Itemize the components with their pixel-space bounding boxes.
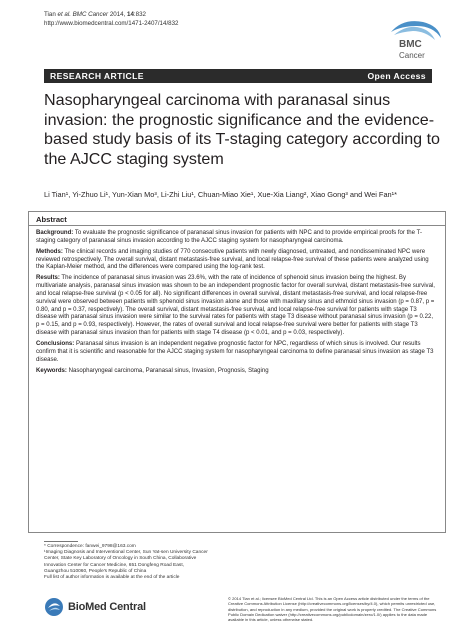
abstract-results: Results: The incidence of paranasal sinus invasion was 23.6%, with the rate of incidence of sphenoid sinus invasion being the highest. By multivariate analysis, paranasal sinus invasion was shown to be an independent prognostic factor for overall survival, distant metastasis-free survival, and local relapse-free survival (p < 0.05 for all). No significant differences in overall survival, distant metastasis-free survival, and local relapse-free survival were observed between patients with sphenoid sinus invasion alone and those with maxillary sinus and ethmoid sinus invasion (p = 0.87, p = 0.80, and p = 0.37, respectively). The overall survival, distant metastasis-free survival, and local relapse-free survival for patients with stage T3 disease with paranasal sinus invasion were similar to the survival rates for patients with stage T3 disease without paranasal sinus invasion (p = 0.22, p = 0.15, and p = 0.93, respectively). However, the rates of overall survival and local relapse-free survival were better for patients with stage T3 disease with paranasal sinus invasion than for patients with stage T4 disease (p < 0.01, and p = 0.03, respectively). bbox=[36, 275, 435, 337]
affiliation-line: Guangzhou 510060, People's Republic of China bbox=[44, 568, 147, 574]
abstract-body bbox=[29, 226, 445, 382]
biomed-central-logo-icon bbox=[44, 597, 64, 617]
article-type-label: RESEARCH ARTICLE bbox=[50, 71, 144, 81]
citation-line: Tian et al. BMC Cancer 2014, 14:832 bbox=[44, 11, 146, 18]
license-text: © 2014 Tian et al.; licensee BioMed Central Ltd. This is an Open Access article distributed under the terms of the Creative Commons Attribution License (http://creativecommons.org/licenses/by/4.0), which permits unrestricted use, distribution, and reproduction in any medium, provided the original work is properly credited. The Creative Commons Public Domain Dedication waiver (http://creativecommons.org/publicdomain/zero/1.0/) applies to the data made available in this article, unless otherwise stated. bbox=[228, 596, 437, 623]
abstract-heading: Abstract bbox=[29, 212, 445, 226]
affiliation-line: ¹Imaging Diagnosis and Interventional Center, Sun Yat-sen University Cancer bbox=[44, 550, 208, 556]
article-url[interactable]: http://www.biomedcentral.com/1471-2407/14/832 bbox=[44, 19, 179, 27]
abstract-box bbox=[28, 211, 446, 533]
article-title: Nasopharyngeal carcinoma with paranasal sinus invasion: the prognostic significance and the evidence-based study basis of its T-staging category according to the AJCC staging system bbox=[44, 91, 441, 168]
author-info-note: Full list of author information is available at the end of the article bbox=[44, 575, 180, 581]
publisher-name: BioMed Central bbox=[68, 601, 146, 613]
author-list: Li Tian¹, Yi-Zhuo Li¹, Yun-Xian Mo³, Li-Zhi Liu¹, Chuan-Miao Xie¹, Xue-Xia Liang², Xiao Gong³ and Wei Fan¹* bbox=[44, 190, 398, 199]
abstract-background: Background: To evaluate the prognostic significance of paranasal sinus invasion for patients with NPC and to provide empirical proofs for the T-staging category of paranasal sinus invasion according to the AJCC staging system for nasopharyngeal carcinoma. bbox=[36, 230, 422, 244]
publisher-logo bbox=[44, 597, 146, 617]
abstract-keywords: Keywords: Nasopharyngeal carcinoma, Paranasal sinus, Invasion, Prognosis, Staging bbox=[36, 367, 269, 374]
open-access-label: Open Access bbox=[367, 71, 426, 81]
correspondence-email[interactable]: * Correspondence: fanwei_9798@163.com bbox=[44, 544, 136, 549]
affiliation-line: Innovation Center for Cancer Medicine, 651 Dongfeng Road East, bbox=[44, 562, 184, 568]
article-type-band bbox=[44, 69, 432, 83]
footnote-rule bbox=[44, 541, 78, 542]
logo-line2: Cancer bbox=[399, 51, 425, 60]
footnotes bbox=[44, 544, 234, 581]
bmc-cancer-logo bbox=[389, 16, 443, 62]
bmc-swoosh-icon bbox=[389, 16, 443, 62]
logo-line1: BMC bbox=[399, 39, 422, 50]
journal-name: et al. BMC Cancer bbox=[57, 11, 109, 18]
header-citation bbox=[44, 11, 179, 28]
abstract-methods: Methods: The clinical records and imaging studies of 770 consecutive patients with newly diagnosed, untreated, and nondisseminated NPC were reviewed retrospectively. The overall survival, distant metastasis-free survival, and local relapse-free survival of these patients were analyzed using the Kaplan-Meier method, and the differences were compared using the log-rank test. bbox=[36, 248, 429, 271]
volume: 14 bbox=[127, 11, 134, 18]
affiliation-line: Center, State Key Laboratory of Oncology in South China, Collaborative bbox=[44, 556, 197, 562]
abstract-conclusions: Conclusions: Paranasal sinus invasion is an independent negative prognostic factor for NPC, regardless of which sinus is involved. Our results confirm that it is scientific and reasonable for the AJCC staging system for nasopharyngeal carcinoma to define paranasal sinus invasion as stage T3 disease. bbox=[36, 340, 434, 363]
